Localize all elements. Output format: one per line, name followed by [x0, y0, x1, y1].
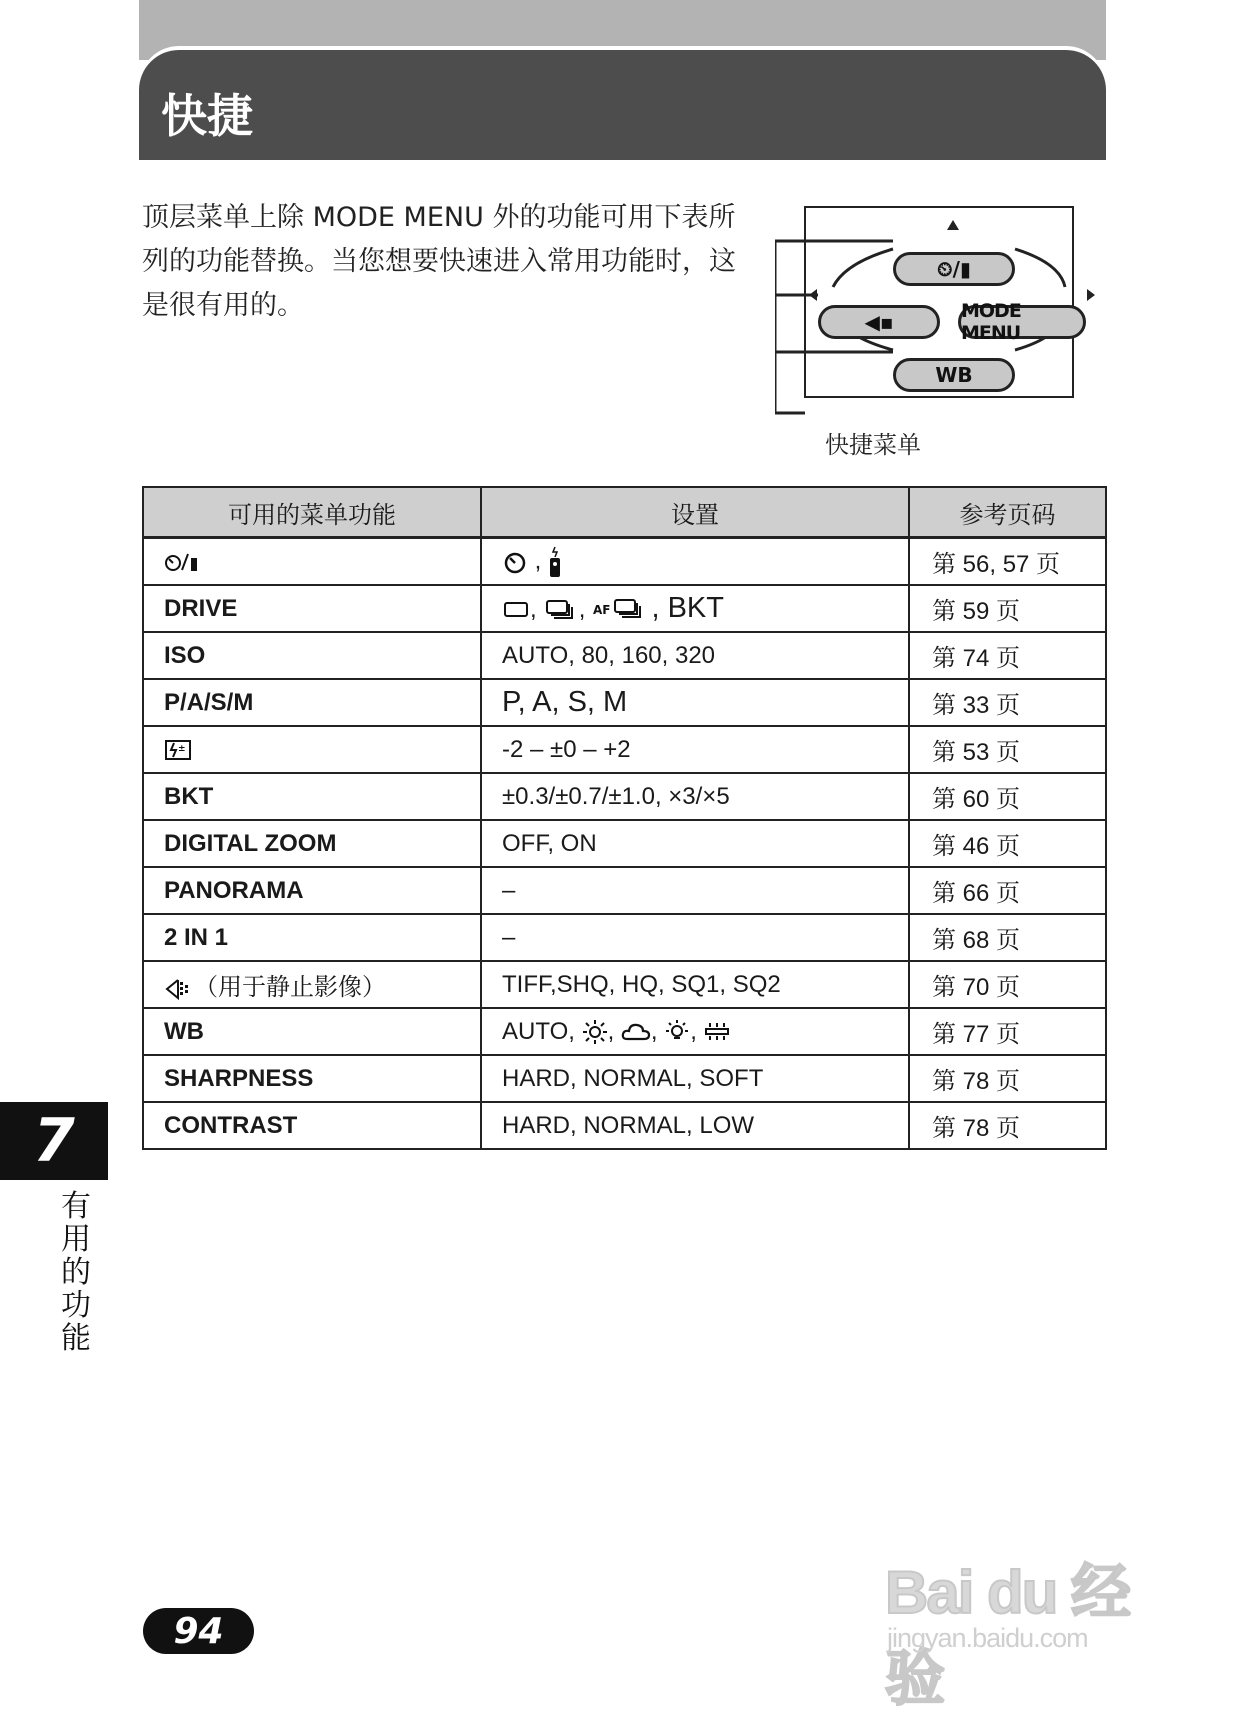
svg-text:AF: AF [593, 603, 611, 618]
cloudy-icon [621, 1021, 651, 1043]
title-bar [139, 50, 1106, 160]
table-row [143, 1055, 1106, 1102]
watermark [885, 1505, 1185, 1712]
table-row [143, 867, 1106, 914]
page-ref: 第 56, 57 页 [909, 538, 1106, 586]
wb-button[interactable]: WB [893, 358, 1015, 392]
header-page: 参考页码 [909, 487, 1106, 538]
chapter-title: 有用的功能 [61, 1189, 91, 1356]
settings-separator: , [534, 546, 542, 574]
settings-value: AUTO, 80, 160, 320 [481, 632, 909, 679]
header-function: 可用的菜单功能 [143, 487, 481, 538]
table-row [143, 679, 1106, 726]
function-table [142, 486, 1107, 1150]
page-ref: 第 53 页 [909, 726, 1106, 773]
shortcut-button-left[interactable] [818, 305, 940, 339]
af-sequential-icon [593, 597, 651, 621]
function-name: ISO [143, 632, 481, 679]
function-name: P/A/S/M [143, 679, 481, 726]
header-settings: 设置 [481, 487, 909, 538]
page-title: 快捷 [161, 89, 253, 143]
function-name: PANORAMA [143, 867, 481, 914]
self-timer-remote-icon: ⏲/▮ [937, 257, 971, 281]
function-name: DRIVE [143, 585, 481, 632]
table-row [143, 726, 1106, 773]
page-ref: 第 74 页 [909, 632, 1106, 679]
intro-paragraph: 顶层菜单上除 MODE MENU 外的功能可用下表所列的功能替换。当您想要快速进入常用功能时，这是很有用的。 [142, 202, 736, 321]
page-ref: 第 78 页 [909, 1055, 1106, 1102]
table-row [143, 632, 1106, 679]
settings-value: ±0.3/±0.7/±1.0, ×3/×5 [481, 773, 909, 820]
record-mode-icon [164, 977, 194, 1001]
settings-value: HARD, NORMAL, LOW [481, 1102, 909, 1149]
settings-value: – [481, 867, 909, 914]
flash-compensation-icon [164, 739, 192, 761]
settings-value: OFF, ON [481, 820, 909, 867]
self-timer-icon [502, 549, 528, 575]
function-name: WB [143, 1008, 481, 1055]
table-row [143, 1102, 1106, 1149]
page-ref: 第 46 页 [909, 820, 1106, 867]
mode-menu-button[interactable]: MODE MENU [958, 305, 1086, 339]
watermark-logo: Bai du 经验 [885, 1559, 1130, 1712]
self-timer-remote-icon [164, 550, 200, 574]
fluorescent-icon [704, 1020, 730, 1044]
tungsten-icon [664, 1019, 690, 1045]
page-ref: 第 33 页 [909, 679, 1106, 726]
table-row: DRIVE , , AF , BKT 第 59 页 [143, 585, 1106, 632]
page-ref: 第 59 页 [909, 585, 1106, 632]
page-ref: 第 68 页 [909, 914, 1106, 961]
function-name: BKT [143, 773, 481, 820]
shortcut-menu-caption: 快捷菜单 [825, 431, 921, 459]
page-ref: 第 78 页 [909, 1102, 1106, 1149]
remote-control-icon [548, 546, 562, 578]
table-row [143, 961, 1106, 1008]
function-name: （用于静止影像） [194, 974, 386, 1001]
settings-value: – [481, 914, 909, 961]
single-frame-icon [502, 599, 530, 619]
table-row [143, 820, 1106, 867]
table-row [143, 773, 1106, 820]
sequential-icon [545, 598, 579, 620]
svg-text:±: ± [178, 744, 186, 755]
chapter-number-tab: 7 [0, 1102, 108, 1180]
page-ref: 第 70 页 [909, 961, 1106, 1008]
settings-value: P, A, S, M [481, 679, 909, 726]
page-number: 94 [143, 1608, 254, 1654]
page-ref: 第 66 页 [909, 867, 1106, 914]
table-header-row [143, 487, 1106, 538]
settings-value: TIFF,SHQ, HQ, SQ1, SQ2 [481, 961, 909, 1008]
sunny-icon [582, 1019, 608, 1045]
function-name: SHARPNESS [143, 1055, 481, 1102]
shortcut-menu-diagram [775, 205, 1105, 459]
table-row [143, 538, 1106, 586]
table-row: WB AUTO, , , , 第 77 页 [143, 1008, 1106, 1055]
watermark-url: jingyan.baidu.com [887, 1623, 1088, 1653]
settings-value: HARD, NORMAL, SOFT [481, 1055, 909, 1102]
page-ref: 第 77 页 [909, 1008, 1106, 1055]
function-name: DIGITAL ZOOM [143, 820, 481, 867]
function-name: 2 IN 1 [143, 914, 481, 961]
table-row [143, 914, 1106, 961]
shortcut-button-top[interactable] [893, 252, 1015, 286]
page-ref: 第 60 页 [909, 773, 1106, 820]
function-name: CONTRAST [143, 1102, 481, 1149]
settings-value: -2 – ±0 – +2 [481, 726, 909, 773]
record-mode-icon: ◀▪ [864, 310, 894, 334]
